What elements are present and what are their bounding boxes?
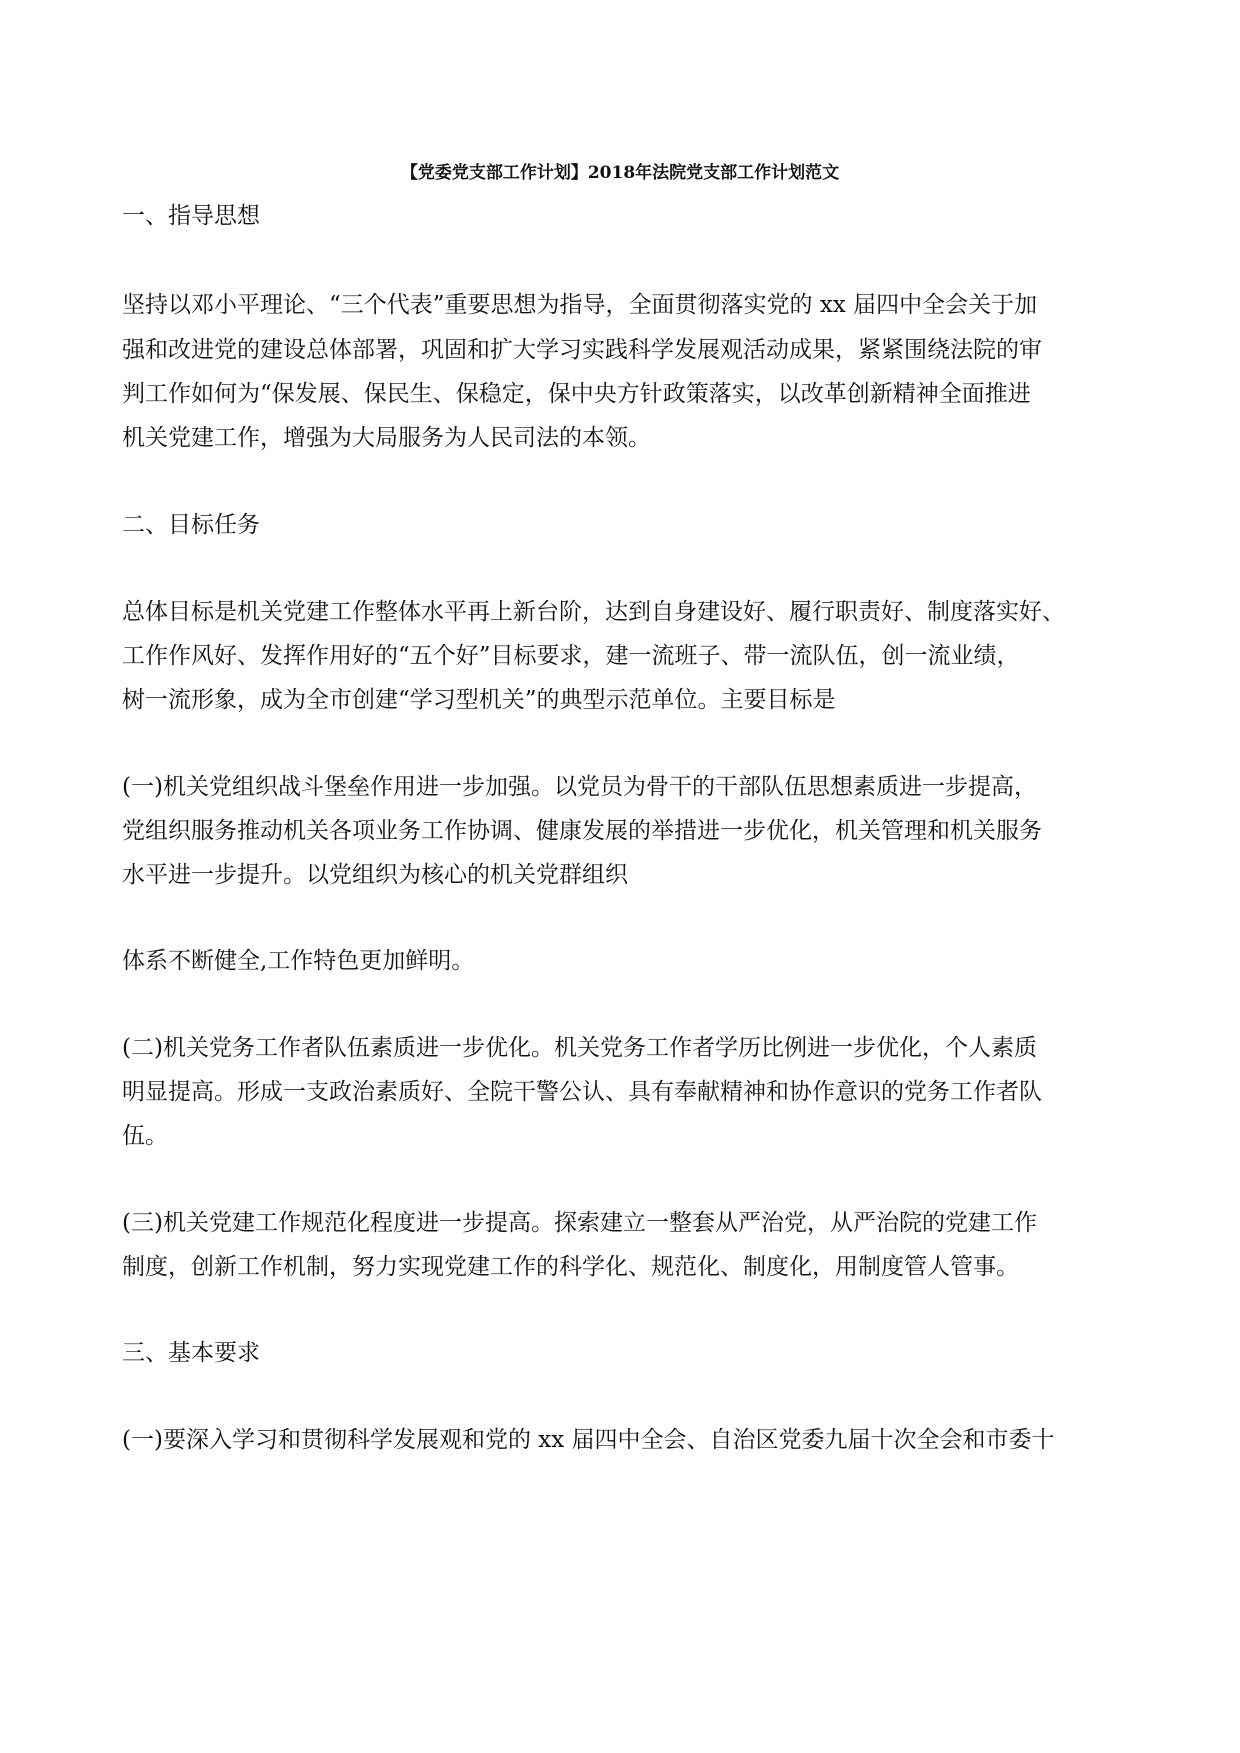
paragraph-line: 明显提高。形成一支政治素质好、全院干警公认、具有奉献精神和协作意识的党务工作者队 (122, 1079, 1042, 1105)
section-heading-basic-requirements: 三、基本要求 (122, 1340, 260, 1366)
paragraph-line: (三)机关党建工作规范化程度进一步提高。探索建立一整套从严治党，从严治院的党建工作 (122, 1210, 1037, 1236)
paragraph-line: 机关党建工作，增强为大局服务为人民司法的本领。 (122, 425, 651, 451)
paragraph-line: (一)要深入学习和贯彻科学发展观和党的 xx 届四中全会、自治区党委九届十次全会和市委十 (122, 1427, 1055, 1453)
section-heading-goals: 二、目标任务 (122, 512, 260, 538)
paragraph-line: 水平进一步提升。以党组织为核心的机关党群组织 (122, 862, 628, 888)
paragraph-line: 总体目标是机关党建工作整体水平再上新台阶，达到自身建设好、履行职责好、制度落实好、 (122, 599, 1065, 625)
document-title: 【党委党支部工作计划】2018年法院党支部工作计划范文 (400, 163, 840, 183)
paragraph-line: 坚持以邓小平理论、“三个代表”重要思想为指导，全面贯彻落实党的 xx 届四中全会关于加 (122, 292, 1038, 318)
paragraph-line: 体系不断健全,工作特色更加鲜明。 (122, 948, 475, 974)
paragraph-line: 强和改进党的建设总体部署，巩固和扩大学习实践科学发展观活动成果，紧紧围绕法院的审 (122, 337, 1042, 363)
paragraph-line: 树一流形象，成为全市创建“学习型机关”的典型示范单位。主要目标是 (122, 687, 836, 713)
paragraph-line: 制度，创新工作机制，努力实现党建工作的科学化、规范化、制度化，用制度管人管事。 (122, 1254, 1019, 1280)
section-heading-guiding-ideology: 一、指导思想 (122, 203, 260, 229)
paragraph-line: 工作作风好、发挥作用好的“五个好”目标要求，建一流班子、带一流队伍，创一流业绩， (122, 643, 1020, 669)
paragraph-line: 伍。 (122, 1123, 168, 1149)
paragraph-line: 判工作如何为“保发展、保民生、保稳定，保中央方针政策落实，以改革创新精神全面推进 (122, 381, 1031, 407)
paragraph-line: (一)机关党组织战斗堡垒作用进一步加强。以党员为骨干的干部队伍思想素质进一步提高， (122, 774, 1037, 800)
paragraph-line: 党组织服务推动机关各项业务工作协调、健康发展的举措进一步优化，机关管理和机关服务 (122, 818, 1042, 844)
paragraph-line: (二)机关党务工作者队伍素质进一步优化。机关党务工作者学历比例进一步优化，个人素质 (122, 1035, 1037, 1061)
